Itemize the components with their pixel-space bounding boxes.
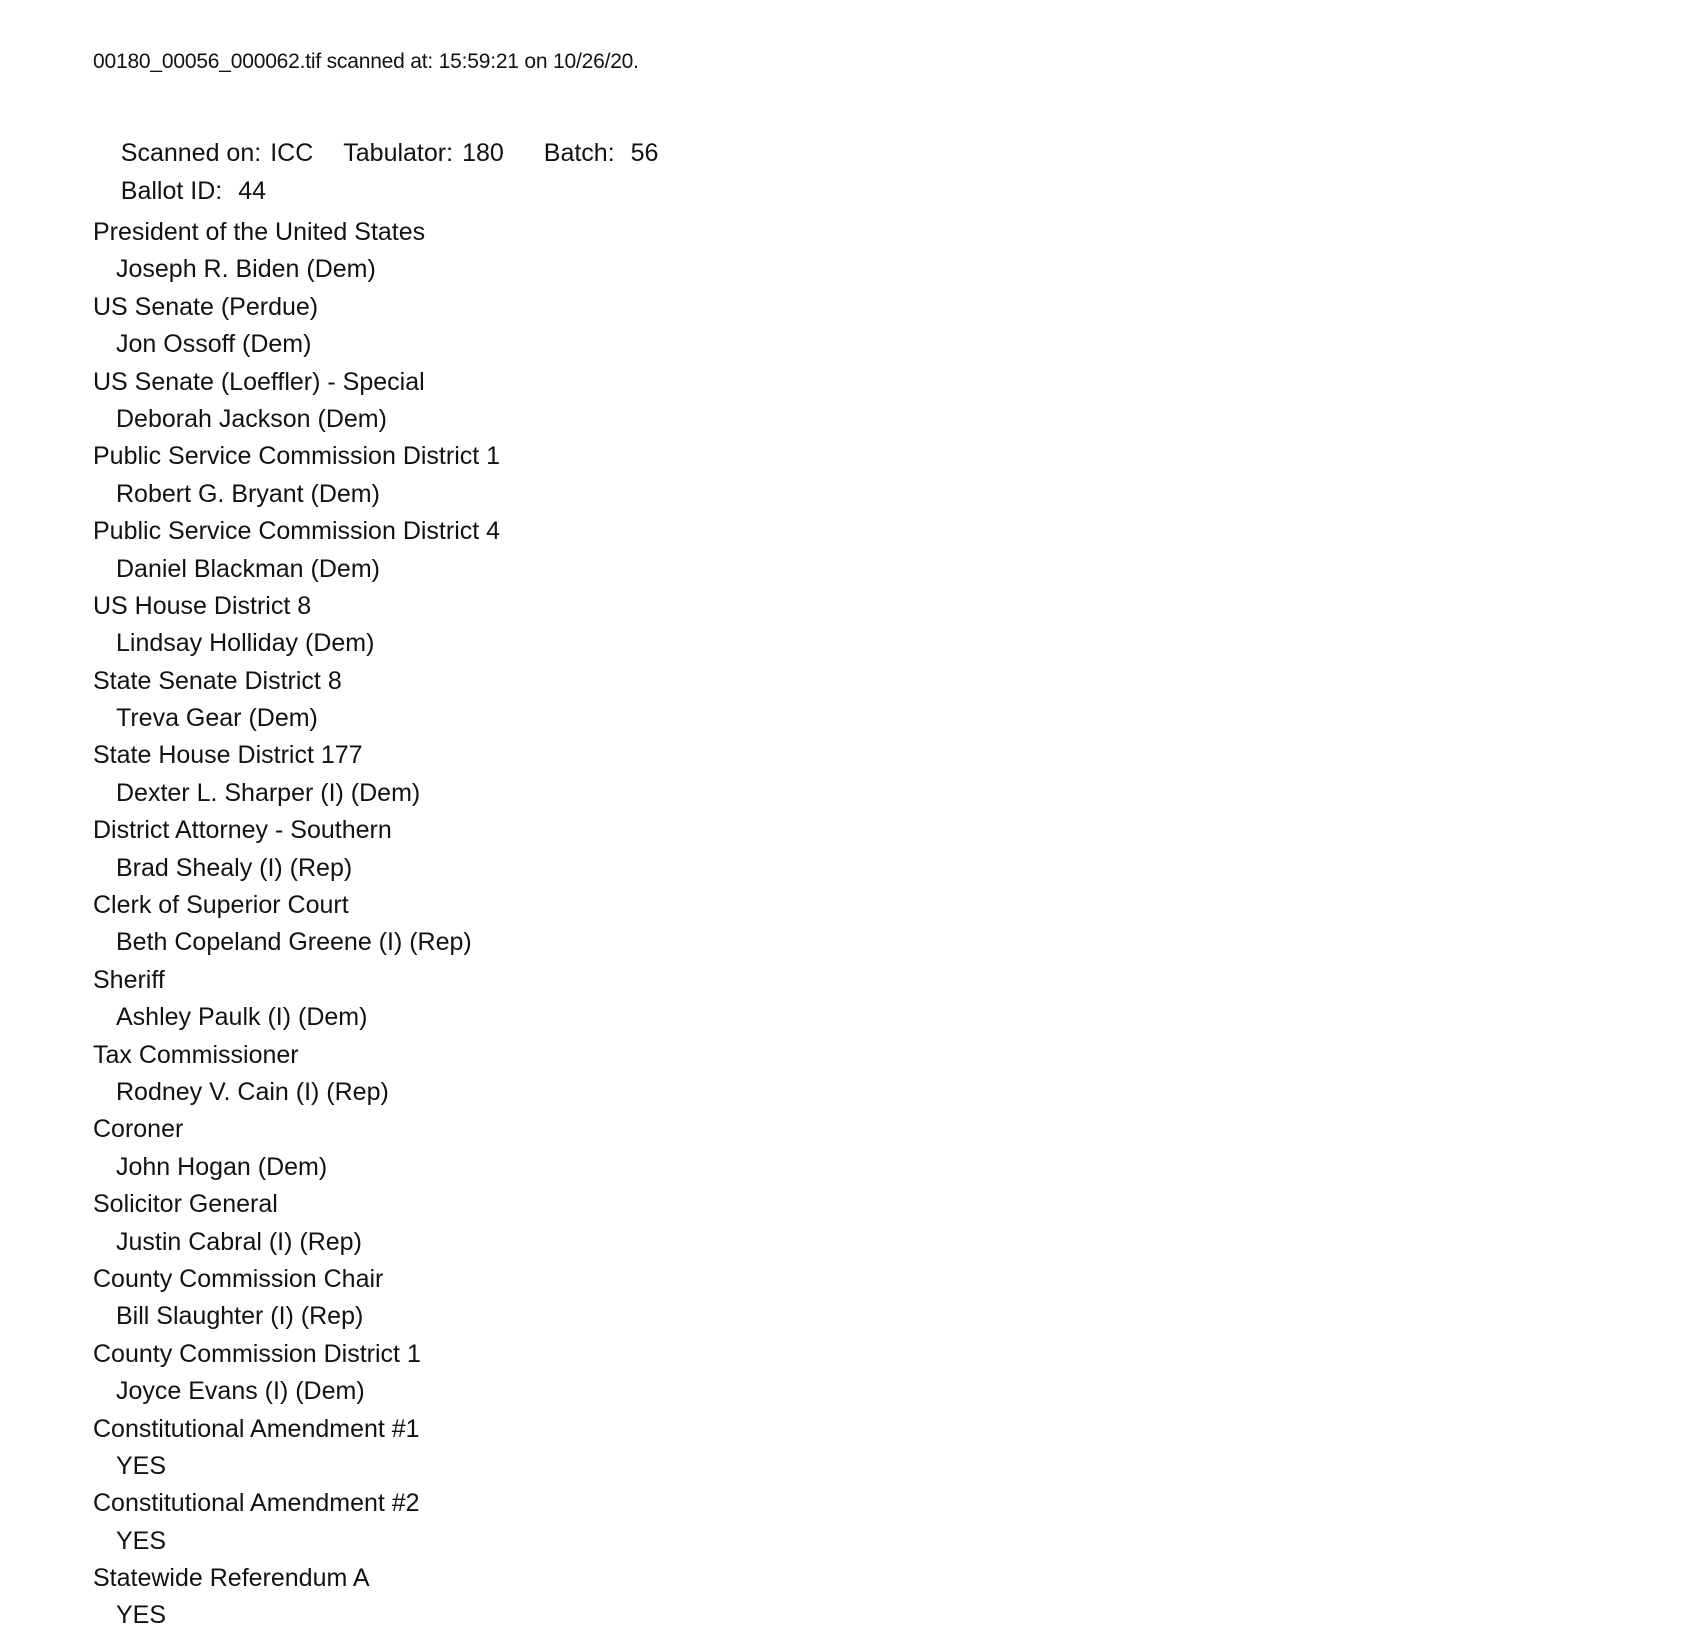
contest-selection: YES	[116, 1451, 167, 1480]
contest-office: US House District 8	[93, 591, 312, 620]
contest-row	[93, 214, 500, 289]
contest-selection: Treva Gear (Dem)	[116, 704, 318, 733]
contest-selection: Ashley Paulk (I) (Dem)	[116, 1003, 368, 1032]
contest-selection: Lindsay Holliday (Dem)	[116, 629, 375, 658]
contest-selection: John Hogan (Dem)	[116, 1152, 328, 1181]
contest-selection: YES	[116, 1526, 167, 1555]
contest-selection: Joyce Evans (I) (Dem)	[116, 1377, 365, 1406]
contest-office: Sheriff	[93, 965, 165, 994]
contest-row	[93, 1560, 500, 1635]
contest-office: Public Service Commission District 1	[93, 442, 501, 471]
contest-row	[93, 1111, 500, 1186]
contest-row	[93, 1485, 500, 1560]
contest-selection: Deborah Jackson (Dem)	[116, 404, 387, 433]
contest-selection: Daniel Blackman (Dem)	[116, 554, 380, 583]
contest-row	[93, 1186, 500, 1261]
contest-row	[93, 812, 500, 887]
contest-office: County Commission District 1	[93, 1339, 421, 1368]
contest-office: Tax Commissioner	[93, 1040, 299, 1069]
contest-row	[93, 887, 500, 962]
contest-row	[93, 289, 500, 364]
contest-office: Statewide Referendum A	[93, 1564, 370, 1593]
contest-office: Constitutional Amendment #2	[93, 1489, 420, 1518]
contest-selection: Bill Slaughter (I) (Rep)	[116, 1302, 364, 1331]
contest-selection: Brad Shealy (I) (Rep)	[116, 853, 353, 882]
contest-selection: Beth Copeland Greene (I) (Rep)	[116, 928, 472, 957]
scan-file-header: 00180_00056_000062.tif scanned at: 15:59:21 on 10/26/20.	[93, 50, 639, 73]
contest-selection: Rodney V. Cain (I) (Rep)	[116, 1077, 389, 1106]
contest-office: District Attorney - Southern	[93, 816, 392, 845]
tabulator-value: 180	[462, 139, 504, 167]
contest-selection: Joseph R. Biden (Dem)	[116, 255, 376, 284]
contest-selection: YES	[116, 1601, 167, 1630]
contest-office: State Senate District 8	[93, 666, 342, 695]
contest-office: US Senate (Loeffler) - Special	[93, 367, 425, 396]
batch-value: 56	[630, 139, 659, 167]
scanned-on-label: Scanned on:	[120, 139, 262, 167]
scanned-on-value: ICC	[270, 139, 314, 167]
contest-office: US Senate (Perdue)	[93, 292, 319, 321]
contest-office: Coroner	[93, 1115, 184, 1144]
contest-row	[93, 962, 500, 1037]
contest-row	[93, 438, 500, 513]
contest-row	[93, 1411, 500, 1486]
contest-office: State House District 177	[93, 741, 363, 770]
tabulator-label: Tabulator:	[343, 139, 454, 167]
contest-office: Solicitor General	[93, 1190, 278, 1219]
contest-row	[93, 737, 500, 812]
contest-selection: Dexter L. Sharper (I) (Dem)	[116, 778, 421, 807]
contest-row	[93, 513, 500, 588]
contest-office: Constitutional Amendment #1	[93, 1414, 420, 1443]
contest-row	[93, 588, 500, 663]
contest-row	[93, 663, 500, 738]
contest-row	[93, 364, 500, 439]
contest-selection: Jon Ossoff (Dem)	[116, 330, 312, 359]
contest-row	[93, 1261, 500, 1336]
contest-office: President of the United States	[93, 218, 426, 246]
batch-label: Batch:	[543, 139, 615, 167]
contest-row	[93, 1037, 500, 1112]
ballot-id-label: Ballot ID:	[120, 177, 223, 205]
contest-selection: Robert G. Bryant (Dem)	[116, 479, 380, 508]
contest-office: County Commission Chair	[93, 1264, 384, 1293]
contest-list	[93, 214, 500, 1635]
contest-selection: Justin Cabral (I) (Rep)	[116, 1227, 362, 1256]
contest-office: Clerk of Superior Court	[93, 891, 349, 920]
ballot-id-value: 44	[238, 177, 267, 205]
contest-row	[93, 1336, 500, 1411]
contest-office: Public Service Commission District 4	[93, 517, 501, 546]
